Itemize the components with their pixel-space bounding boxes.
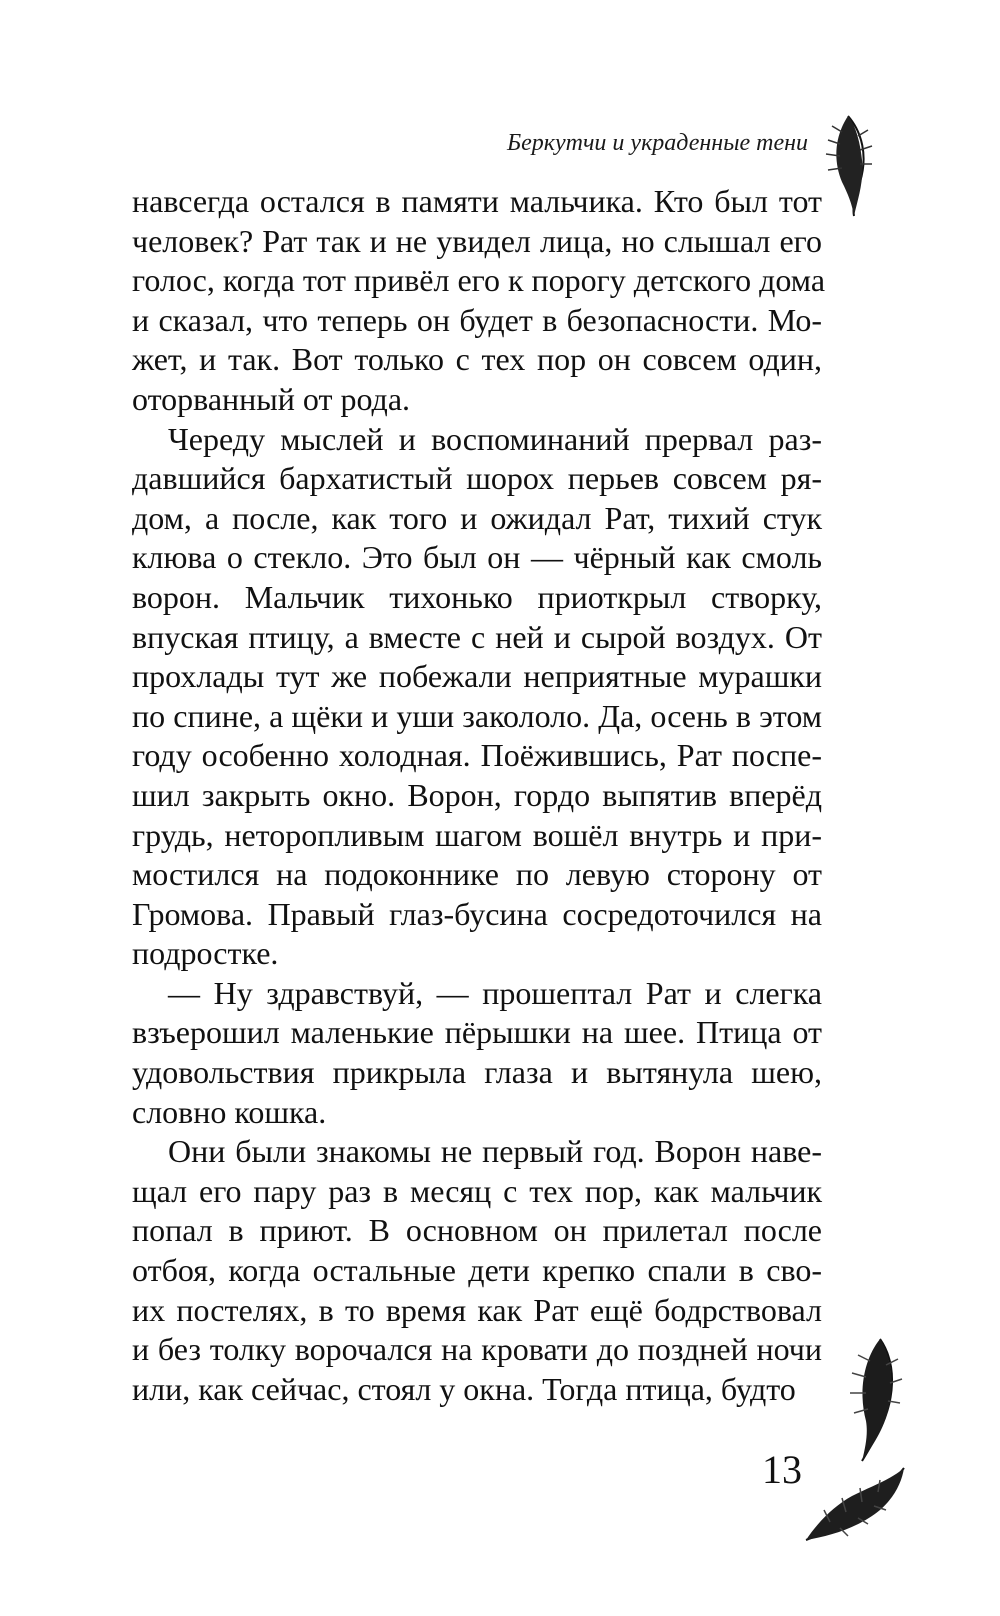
- text-line: мостился на подоконнике по левую сторону от: [132, 856, 822, 893]
- text-line: дом, а после, как того и ожидал Рат, тихий стук: [132, 499, 822, 536]
- text-line: клюва о стекло. Это был он — чёрный как смоль: [132, 539, 822, 576]
- text-line: ворон. Мальчик тихонько приоткрыл створку,: [132, 578, 822, 615]
- text-line: шил закрыть окно. Ворон, гордо выпятив вперёд: [132, 776, 822, 813]
- text-line: или, как сейчас, стоял у окна. Тогда птица, будто: [132, 1370, 796, 1407]
- text-line: году особенно холодная. Поёжившись, Рат поспе-: [132, 737, 822, 774]
- text-line: их постелях, в то время как Рат ещё бодрствовал: [132, 1291, 822, 1328]
- text-line: Они были знакомы не первый год. Ворон наве-: [168, 1133, 822, 1170]
- text-line: жет, и так. Вот только с тех пор он совсем один,: [132, 341, 822, 378]
- text-line: и без толку ворочался на кровати до поздней ночи: [132, 1331, 822, 1368]
- text-line: голос, когда тот привёл его к порогу детского дома: [132, 262, 826, 299]
- text-line: давшийся бархатистый шорох перьев совсем ря-: [132, 460, 822, 497]
- running-head: Беркутчи и украденные тени: [506, 130, 808, 156]
- text-line: взъерошил маленькие пёрышки на шее. Птица от: [132, 1014, 822, 1051]
- text-line: человек? Рат так и не увидел лица, но слышал его: [132, 222, 822, 259]
- text-line: щал его пару раз в месяц с тех пор, как мальчик: [132, 1172, 822, 1209]
- text-line: Череду мыслей и воспоминаний прервал раз-: [168, 420, 822, 457]
- text-line: удовольствия прикрыла глаза и вытянула шею,: [132, 1054, 822, 1091]
- text-line: навсегда остался в памяти мальчика. Кто был тот: [132, 183, 822, 219]
- text-line: отбоя, когда остальные дети крепко спали в сво-: [132, 1252, 822, 1289]
- text-line: грудь, неторопливым шагом вошёл внутрь и при-: [132, 816, 822, 853]
- text-line: подростке.: [132, 935, 279, 972]
- text-line: — Ну здравствуй, — прошептал Рат и слегка: [168, 974, 822, 1011]
- feather-icon: [836, 1335, 906, 1465]
- body-text: [132, 182, 826, 1409]
- text-line: по спине, а щёки и уши закололо. Да, осень в этом: [132, 697, 822, 734]
- text-line: Громова. Правый глаз-бусина сосредоточился на: [132, 895, 822, 932]
- text-line: впуская птицу, а вместе с ней и сырой воздух. От: [132, 618, 822, 655]
- text-line: и сказал, что теперь он будет в безопасности. Мо-: [132, 301, 822, 338]
- feather-icon: [818, 112, 878, 220]
- text-line: словно кошка.: [132, 1093, 327, 1130]
- feather-icon: [800, 1462, 910, 1552]
- text-line: прохлады тут же побежали неприятные мурашки: [132, 658, 822, 695]
- text-line: оторванный от рода.: [132, 380, 411, 417]
- page-number: 13: [762, 1447, 802, 1492]
- text-line: попал в приют. В основном он прилетал после: [132, 1212, 822, 1249]
